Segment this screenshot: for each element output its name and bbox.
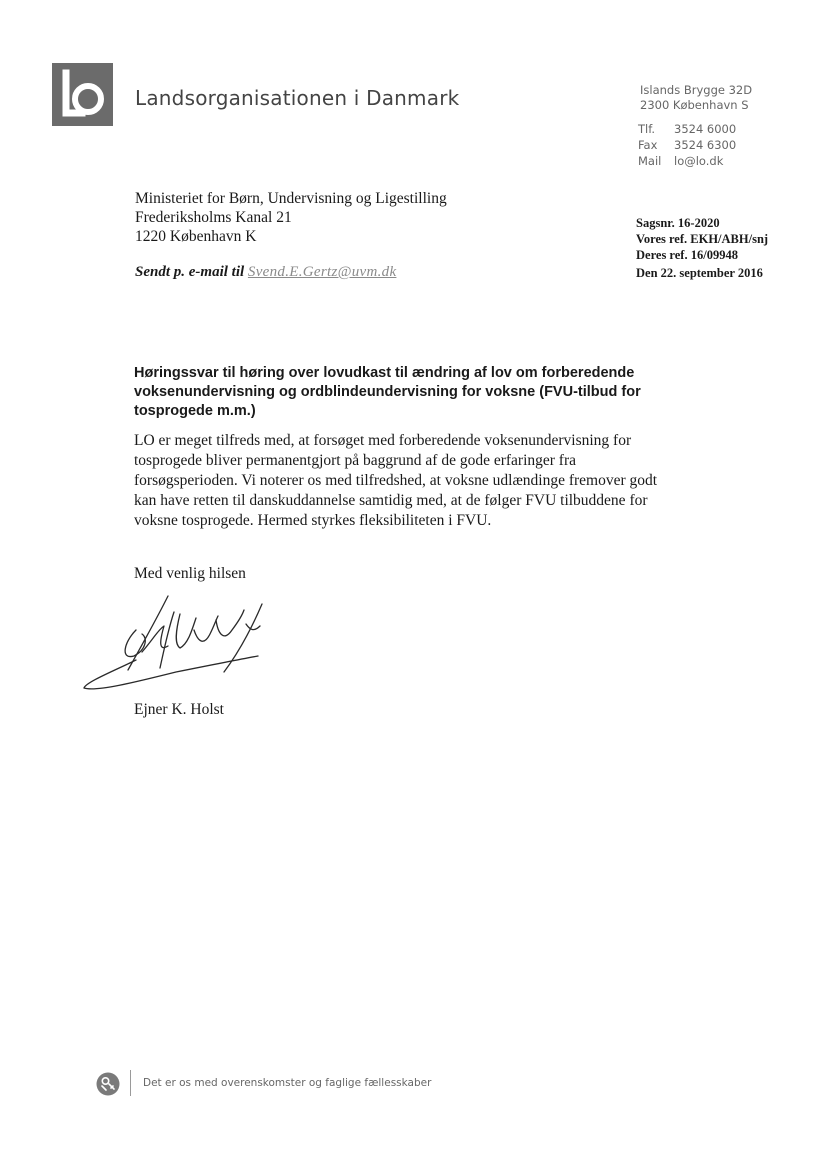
case-number: Sagsnr. 16-2020 [636,216,720,230]
recipient-city: 1220 København K [135,228,257,245]
address-city: 2300 København S [640,98,749,112]
letter-body [134,431,694,531]
lo-logo-icon [52,63,113,126]
sent-prefix: Sendt p. e-mail til [135,264,245,280]
body-line: forsøgsperioden. Vi noterer os med tilfredshed, at voksne udlændinge fremover godt [134,472,658,489]
contact-phone-label: Tlf. [638,122,656,136]
organisation-name: Landsorganisationen i Danmark [135,86,460,110]
sent-by-email-line [135,264,396,281]
recipient-name: Ministeriet for Børn, Undervisning og Ligestilling [135,190,447,207]
signer-name: Ejner K. Holst [134,701,224,718]
contact-mail [638,154,768,168]
body-line: kan have retten til danskuddannelse samtidig med, at de følger FVU tilbuddene for [134,492,648,509]
footer-divider [130,1070,131,1096]
letter-date: Den 22. september 2016 [636,266,763,280]
recipient-street: Frederiksholms Kanal 21 [135,209,292,226]
body-line: voksne tosprogede. Hermed styrkes fleksibiliteten i FVU. [134,512,492,529]
lo-logo [52,63,113,126]
body-line: LO er meget tilfreds med, at forsøget med forberedende voksenundervisning for [134,432,632,449]
contact-fax [638,138,768,152]
address-street: Islands Brygge 32D [640,83,753,97]
footer-tagline: Det er os med overenskomster og faglige fællesskaber [143,1077,432,1089]
handwritten-signature [76,590,276,695]
body-line: tosprogede bliver permanentgjort på baggrund af de gode erfaringer fra [134,452,576,469]
contact-mail-label: Mail [638,154,662,168]
letter-subject: Høringssvar til høring over lovudkast til ændring af lov om forberedende voksenundervisning og ordblindeundervisning for voksne (FVU-tilbud for tosprogede m.m.) [134,365,641,419]
your-reference: Deres ref. 16/09948 [636,248,738,262]
our-reference: Vores ref. EKH/ABH/snj [636,232,769,246]
closing-greeting: Med venlig hilsen [134,565,246,582]
recipient-email-link[interactable]: Svend.E.Gertz@uvm.dk [247,264,397,280]
footer-emblem-icon [96,1072,120,1096]
contact-mail-value[interactable]: lo@lo.dk [674,154,724,168]
contact-fax-value: 3524 6300 [674,138,737,152]
contact-fax-label: Fax [638,138,658,152]
contact-phone-value: 3524 6000 [674,122,737,136]
contact-phone [638,122,768,136]
